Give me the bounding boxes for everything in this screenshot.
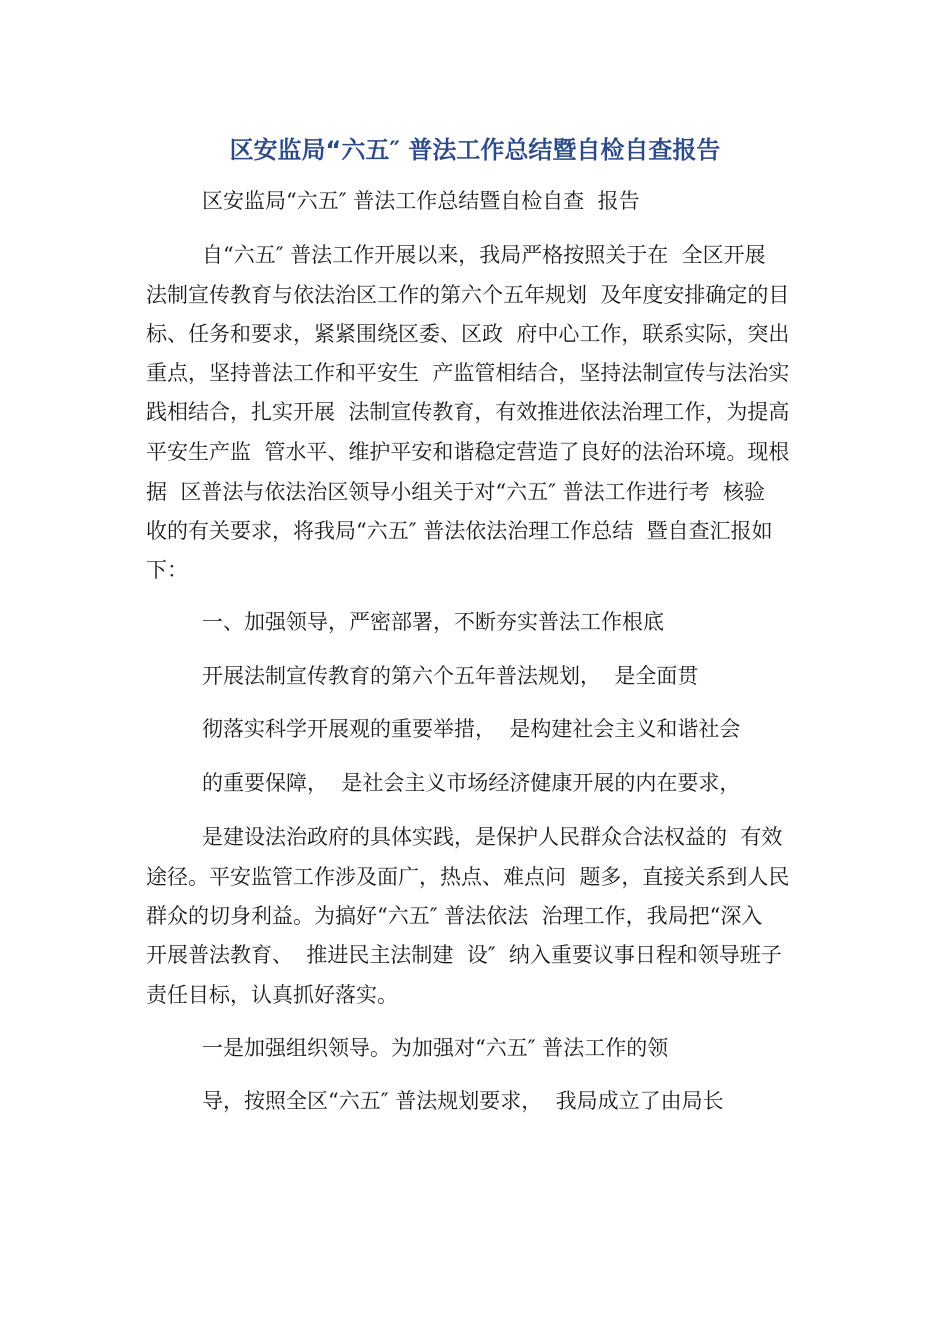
paragraph-line: 平安生产监 管水平、维护平安和谐稳定营造了良好的法治环境。现根 bbox=[146, 440, 790, 464]
paragraph-line: 下： bbox=[146, 558, 188, 582]
paragraph-line: 责任目标，认真抓好落实。 bbox=[146, 983, 398, 1007]
paragraph-line: 重点，坚持普法工作和平安生 产监管相结合，坚持法制宣传与法治实 bbox=[146, 361, 790, 385]
paragraph-line: 一是加强组织领导。为加强对“六五″ 普法工作的领 bbox=[202, 1036, 669, 1060]
paragraph-line: 导，按照全区“六五″ 普法规划要求， 我局成立了由局长 bbox=[202, 1089, 724, 1113]
paragraph-line: 法制宣传教育与依法治区工作的第六个五年规划 及年度安排确定的目 bbox=[146, 283, 790, 307]
paragraph-line: 践相结合，扎实开展 法制宣传教育，有效推进依法治理工作，为提高 bbox=[146, 400, 790, 424]
paragraph-line: 开展普法教育、 推进民主法制建 设″ 纳入重要议事日程和领导班子 bbox=[146, 943, 782, 967]
paragraph-line: 开展法制宣传教育的第六个五年普法规划， 是全面贯 bbox=[202, 664, 699, 688]
paragraph-line: 标、任务和要求，紧紧围绕区委、区政 府中心工作，联系实际，突出 bbox=[146, 322, 790, 346]
paragraph-line: 据 区普法与依法治区领导小组关于对“六五″ 普法工作进行考 核验 bbox=[146, 480, 765, 504]
paragraph-line: 群众的切身利益。为搞好“六五″ 普法依法 治理工作，我局把“深入 bbox=[146, 904, 763, 928]
paragraph-line: 是建设法治政府的具体实践，是保护人民群众合法权益的 有效 bbox=[202, 825, 783, 849]
section-heading: 一、加强领导，严密部署，不断夯实普法工作根底 bbox=[202, 610, 664, 634]
paragraph-line: 的重要保障， 是社会主义市场经济健康开展的内在要求， bbox=[202, 771, 741, 795]
paragraph-line: 途径。平安监管工作涉及面广，热点、难点问 题多，直接关系到人民 bbox=[146, 865, 790, 889]
paragraph-line: 收的有关要求，将我局“六五″ 普法依法治理工作总结 暨自查汇报如 bbox=[146, 519, 773, 543]
document-subtitle: 区安监局“六五″ 普法工作总结暨自检自查 报告 bbox=[202, 189, 640, 213]
paragraph-line: 彻落实科学开展观的重要举措， 是构建社会主义和谐社会 bbox=[202, 717, 741, 741]
paragraph-line: 自“六五″ 普法工作开展以来，我局严格按照关于在 全区开展 bbox=[202, 243, 766, 267]
document-title: 区安监局“六五″ 普法工作总结暨自检自查报告 bbox=[229, 136, 721, 164]
